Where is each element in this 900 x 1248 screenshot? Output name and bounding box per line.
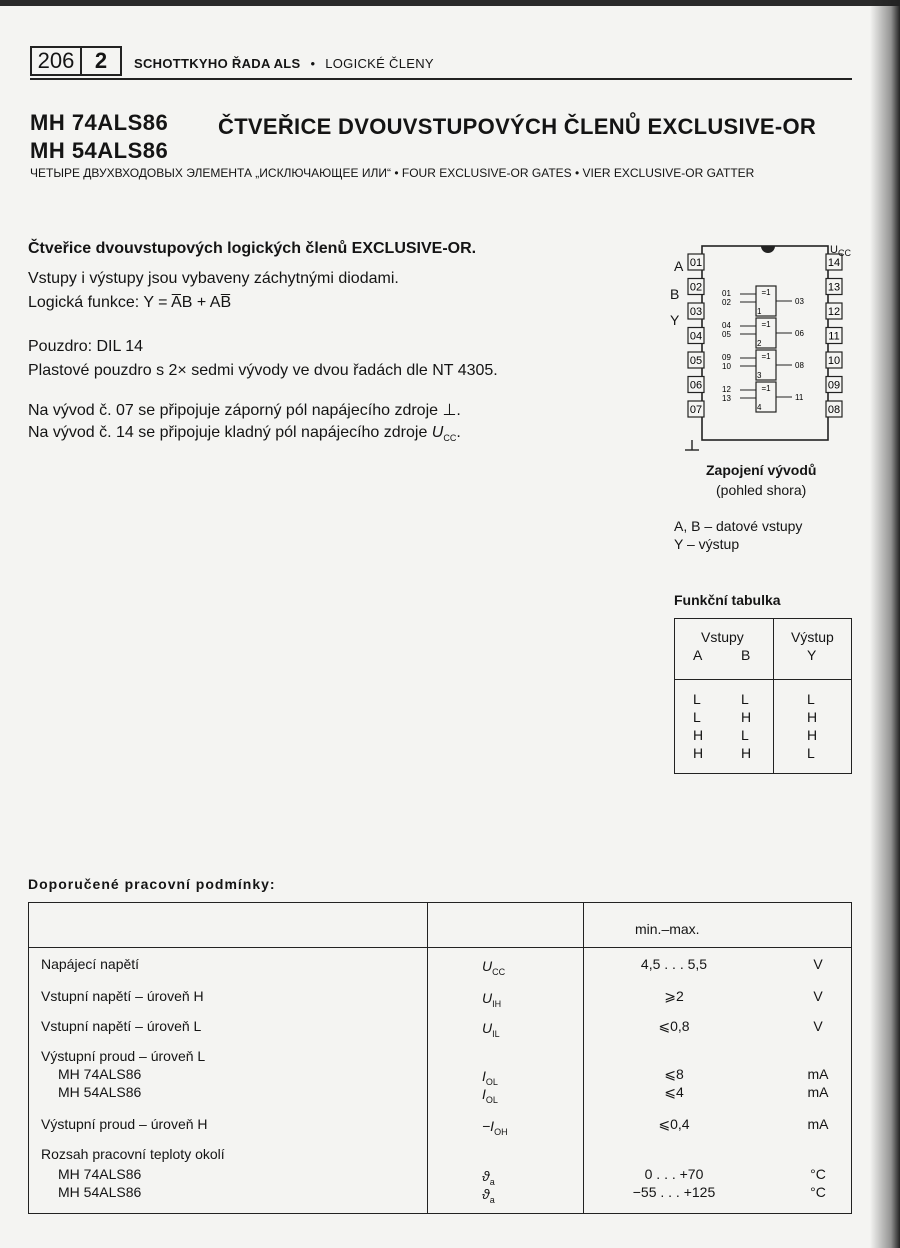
page-title: ČTVEŘICE DVOUVSTUPOVÝCH ČLENŮ EXCLUSIVE-OR: [218, 114, 817, 139]
package-description: Plastové pouzdro s 2× sedmi vývody ve dvou řadách dle NT 4305.: [28, 362, 498, 379]
condition-label: Vstupní napětí – úroveň L: [41, 1018, 202, 1034]
function-table-title: Funkční tabulka: [674, 592, 781, 608]
output-header: Výstup: [791, 629, 834, 645]
condition-unit: V: [813, 1018, 823, 1034]
gate-input-pin: 04: [722, 321, 731, 330]
vcc-pin-label: [830, 244, 851, 258]
function-table-cell: H: [807, 709, 818, 725]
label-b: B: [670, 286, 680, 302]
function-table-cell: L: [693, 709, 701, 725]
condition-value: ⩽8: [664, 1066, 684, 1082]
condition-symbol: [482, 990, 501, 1009]
symbol-letter: ϑ: [482, 1168, 490, 1184]
col-divider-1: [427, 903, 428, 1213]
pin-number-right: 08: [827, 404, 841, 416]
gate-function: =1: [761, 320, 771, 329]
pin-number-left: 02: [689, 281, 703, 294]
condition-unit: V: [813, 988, 823, 1004]
vcc-subscript: CC: [443, 433, 457, 444]
description-heading: Čtveřice dvouvstupových logických členů EXCLUSIVE-OR.: [28, 240, 477, 257]
function-table-header-rule: [675, 679, 851, 680]
symbol-letter: U: [482, 990, 493, 1006]
inputs-header: Vstupy: [701, 629, 744, 645]
condition-label: Výstupní proud – úroveň L: [41, 1048, 206, 1064]
symbol-subscript: CC: [492, 966, 506, 977]
pin-number-left: 06: [689, 379, 703, 392]
gate-input-pin: 10: [722, 362, 731, 371]
page-top-edge: [0, 0, 900, 6]
pin14-note-text: Na vývod č. 14 se připojuje kladný pól napájecího zdroje: [28, 424, 432, 441]
package: Pouzdro: DIL 14: [28, 338, 144, 355]
symbol-subscript: OL: [485, 1094, 498, 1105]
condition-symbol: [482, 1168, 495, 1187]
col-a-header: A: [693, 647, 703, 663]
col-y-header: Y: [807, 647, 817, 663]
running-header-series: SCHOTTKYHO ŘADA ALS: [134, 56, 301, 71]
pin-number-right: 13: [827, 281, 841, 294]
pin-number-left: 07: [689, 404, 703, 416]
logic-function-label: Logická funkce: Y =: [28, 294, 172, 311]
symbol-letter: I: [482, 1086, 486, 1102]
condition-symbol: [482, 1118, 508, 1137]
condition-label: Výstupní proud – úroveň H: [41, 1116, 208, 1132]
gate-output-pin: 08: [795, 361, 804, 370]
condition-label: MH 74ALS86: [58, 1066, 142, 1082]
gate-function: =1: [761, 352, 771, 361]
symbol-subscript: IH: [492, 998, 502, 1009]
condition-value: 4,5 . . . 5,5: [640, 956, 708, 972]
description-line: Vstupy i výstupy jsou vybaveny záchytnými diodami.: [28, 270, 399, 287]
pin-number-right: 14: [827, 257, 841, 269]
function-table-cell: L: [741, 727, 749, 743]
pin14-note: [28, 424, 461, 443]
range-header: min.–max.: [635, 921, 700, 937]
symbol-letter: −I: [482, 1118, 495, 1134]
gate-input-pin: 09: [722, 353, 731, 362]
pinout-diagram: [664, 238, 854, 468]
function-table-cell: H: [693, 745, 704, 761]
condition-value: ⩽4: [664, 1084, 684, 1100]
condition-value: ⩾2: [664, 988, 684, 1004]
condition-label: Vstupní napětí – úroveň H: [41, 988, 204, 1004]
gate-input-pin: 05: [722, 330, 731, 339]
condition-value: 0 . . . +70: [644, 1166, 704, 1182]
gate-number: 2: [757, 339, 762, 348]
symbol-subscript: OH: [494, 1126, 508, 1137]
pin1-notch: [761, 246, 775, 253]
function-table-cell: H: [741, 709, 752, 725]
condition-symbol: [482, 1186, 495, 1205]
function-table-cell: H: [741, 745, 752, 761]
symbol-subscript: a: [489, 1176, 495, 1187]
symbol-subscript: IL: [492, 1028, 500, 1039]
condition-value: ⩽0,4: [658, 1116, 690, 1132]
gate-number: 4: [757, 403, 762, 412]
header-rule: [29, 947, 851, 948]
page-number-box: [30, 46, 122, 76]
condition-label: MH 54ALS86: [58, 1084, 142, 1100]
logic-function-expression: A̅B + AB̅: [171, 294, 232, 311]
condition-unit: mA: [807, 1084, 829, 1100]
condition-symbol: [482, 1086, 498, 1105]
condition-unit: °C: [810, 1166, 826, 1182]
running-header-section: LOGICKÉ ČLENY: [325, 56, 434, 71]
header-rule: [30, 78, 852, 80]
pin-number-left: 01: [689, 257, 703, 269]
symbol-letter: U: [482, 958, 493, 974]
condition-symbol: [482, 958, 505, 977]
pin-number-left: 05: [689, 355, 703, 367]
condition-value: ⩽0,8: [658, 1018, 690, 1034]
vcc-symbol: U: [431, 424, 444, 441]
function-table-cell: H: [807, 727, 818, 743]
running-header: [134, 56, 434, 71]
function-table-cell: L: [807, 745, 815, 761]
function-table-cell: L: [741, 691, 749, 707]
legend-inputs: A, B – datové vstupy: [674, 518, 803, 534]
function-table-cell: L: [807, 691, 815, 707]
function-table: [674, 618, 852, 774]
gate-number: 1: [757, 307, 762, 316]
multilingual-subtitle: ЧЕТЫРЕ ДВУХВХОДОВЫХ ЭЛЕМЕНТА „ИСКЛЮЧАЮЩЕЕ ИЛИ“ • FOUR EXCLUSIVE-OR GATES • VIER EXCLUSIVE-OR GATTER: [30, 166, 755, 180]
ic-package-outline: [702, 246, 828, 440]
period: .: [456, 424, 461, 441]
gate-input-pin: 13: [722, 394, 731, 403]
pin-number-left: 03: [689, 306, 703, 318]
col-b-header: B: [741, 647, 751, 663]
condition-unit: mA: [807, 1066, 829, 1082]
legend-output: Y – výstup: [674, 536, 740, 552]
gate-number: 3: [757, 371, 762, 380]
model-54: MH 54ALS86: [30, 138, 169, 163]
pinout-caption-sub: (pohled shora): [716, 482, 807, 498]
function-table-divider: [773, 619, 774, 773]
pin-number-right: 10: [827, 355, 841, 367]
page-number: 206: [32, 48, 82, 74]
gate-function: =1: [761, 384, 771, 393]
function-table-cell: H: [693, 727, 704, 743]
condition-value: −55 . . . +125: [632, 1184, 716, 1200]
operating-conditions-title: Doporučené pracovní podmínky:: [28, 876, 276, 892]
model-74: MH 74ALS86: [30, 110, 169, 135]
gate-input-pin: 02: [722, 298, 731, 307]
label-a: A: [674, 258, 684, 274]
condition-unit: mA: [807, 1116, 829, 1132]
label-y: Y: [670, 312, 680, 328]
gate-input-pin: 01: [722, 289, 731, 298]
gate-output-pin: 03: [795, 297, 804, 306]
condition-unit: V: [813, 956, 823, 972]
vcc-sub: CC: [837, 248, 851, 259]
gate-function: =1: [761, 288, 771, 297]
pin-number-right: 12: [827, 306, 841, 318]
condition-label: MH 74ALS86: [58, 1166, 142, 1182]
symbol-letter: U: [482, 1020, 493, 1036]
page-binding-shadow: [870, 0, 900, 1248]
pin7-note: Na vývod č. 07 se připojuje záporný pól napájecího zdroje ⊥.: [28, 402, 461, 419]
function-table-cell: L: [693, 691, 701, 707]
symbol-subscript: OL: [485, 1076, 498, 1087]
pin-number-right: 09: [827, 379, 841, 392]
chapter-number: 2: [94, 48, 108, 73]
symbol-letter: I: [482, 1068, 486, 1084]
bullet: •: [310, 56, 316, 71]
pin-number-right: 11: [828, 330, 840, 343]
gate-input-pin: 12: [722, 385, 731, 394]
condition-symbol: [482, 1020, 500, 1039]
gate-output-pin: 11: [795, 393, 804, 402]
symbol-subscript: a: [489, 1194, 495, 1205]
gate-output-pin: 06: [795, 329, 804, 338]
condition-label: MH 54ALS86: [58, 1184, 142, 1200]
condition-label: Rozsah pracovní teploty okolí: [41, 1146, 225, 1162]
symbol-letter: ϑ: [482, 1186, 490, 1202]
logic-function: [28, 294, 231, 312]
condition-label: Napájecí napětí: [41, 956, 140, 972]
vcc-letter: U: [830, 244, 838, 256]
pin-number-left: 04: [689, 330, 703, 343]
condition-symbol: [482, 1068, 498, 1087]
condition-unit: °C: [810, 1184, 826, 1200]
pinout-caption: Zapojení vývodů: [706, 462, 817, 478]
